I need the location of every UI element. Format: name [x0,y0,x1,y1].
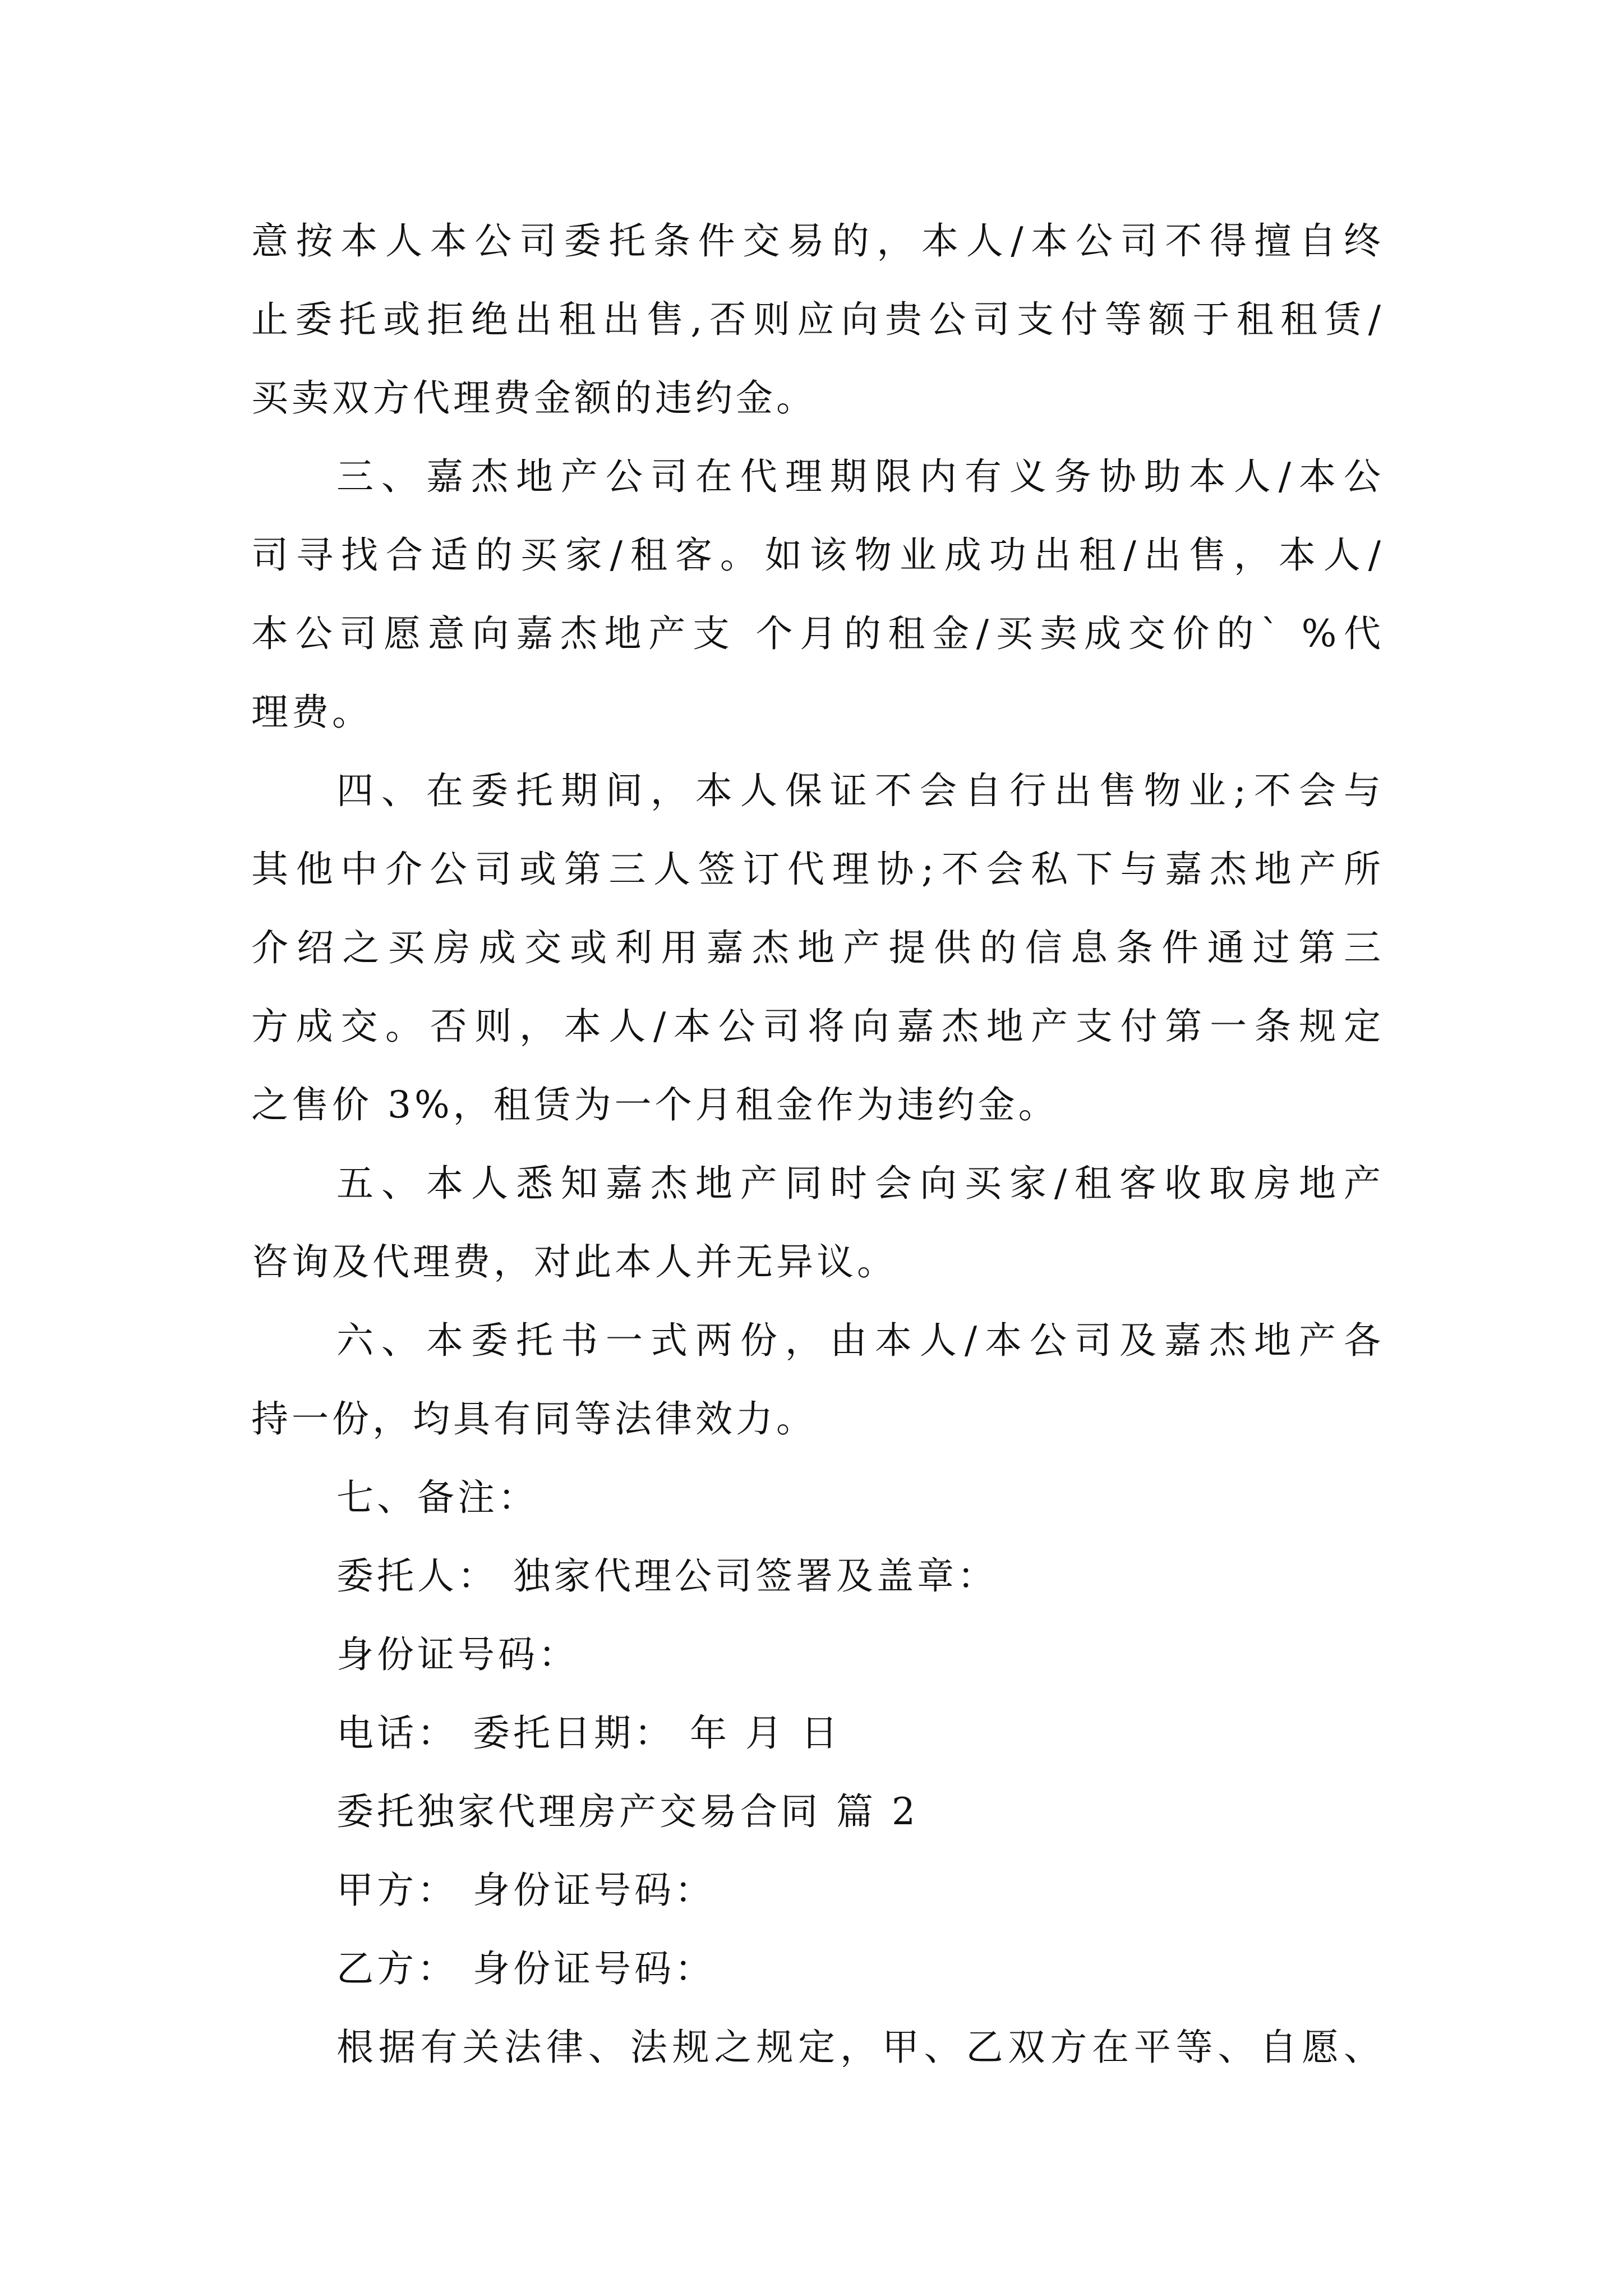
text-line-1: 意按本人本公司委托条件交易的，本人/本公司不得擅自终 [251,219,1384,263]
text-line-7: 理费。 [251,691,372,734]
text-line-6: 本公司愿意向嘉杰地产支 个月的租金/买卖成交价的` %代 [251,612,1384,655]
text-line-23: 乙方： 身份证号码： [336,1947,715,1990]
text-line-22: 甲方： 身份证号码： [336,1869,715,1912]
section-heading: 委托独家代理房产交易合同 篇 2 [336,1790,919,1833]
text-line-4: 三、嘉杰地产公司在代理期限内有义务协助本人/本公 [336,455,1384,498]
text-line-10: 介绍之买房成交或利用嘉杰地产提供的信息条件通过第三 [251,926,1384,969]
text-line-2: 止委托或拒绝出租出售,否则应向贵公司支付等额于租租赁/ [251,298,1384,341]
text-line-8: 四、在委托期间，本人保证不会自行出售物业;不会与 [336,769,1384,812]
text-line-24: 根据有关法律、法规之规定，甲、乙双方在平等、自愿、 [336,2026,1384,2069]
text-line-16: 持一份，均具有同等法律效力。 [251,1397,817,1441]
text-line-17: 七、备注： [336,1476,538,1519]
text-line-3: 买卖双方代理费金额的违约金。 [251,376,817,420]
text-line-12: 之售价 3%，租赁为一个月租金作为违约金。 [251,1083,1059,1126]
text-line-11: 方成交。否则，本人/本公司将向嘉杰地产支付第一条规定 [251,1005,1384,1048]
text-line-20: 电话： 委托日期： 年 月 日 [336,1711,841,1755]
text-line-18: 委托人： 独家代理公司签署及盖章： [336,1554,998,1598]
text-line-14: 咨询及代理费，对此本人并无异议。 [251,1240,897,1283]
text-line-9: 其他中介公司或第三人签订代理协;不会私下与嘉杰地产所 [251,848,1384,891]
text-line-15: 六、本委托书一式两份，由本人/本公司及嘉杰地产各 [336,1319,1384,1362]
text-line-5: 司寻找合适的买家/租客。如该物业成功出租/出售，本人/ [251,533,1384,577]
text-line-19: 身份证号码： [336,1633,579,1676]
text-line-13: 五、本人悉知嘉杰地产同时会向买家/租客收取房地产 [336,1162,1384,1205]
